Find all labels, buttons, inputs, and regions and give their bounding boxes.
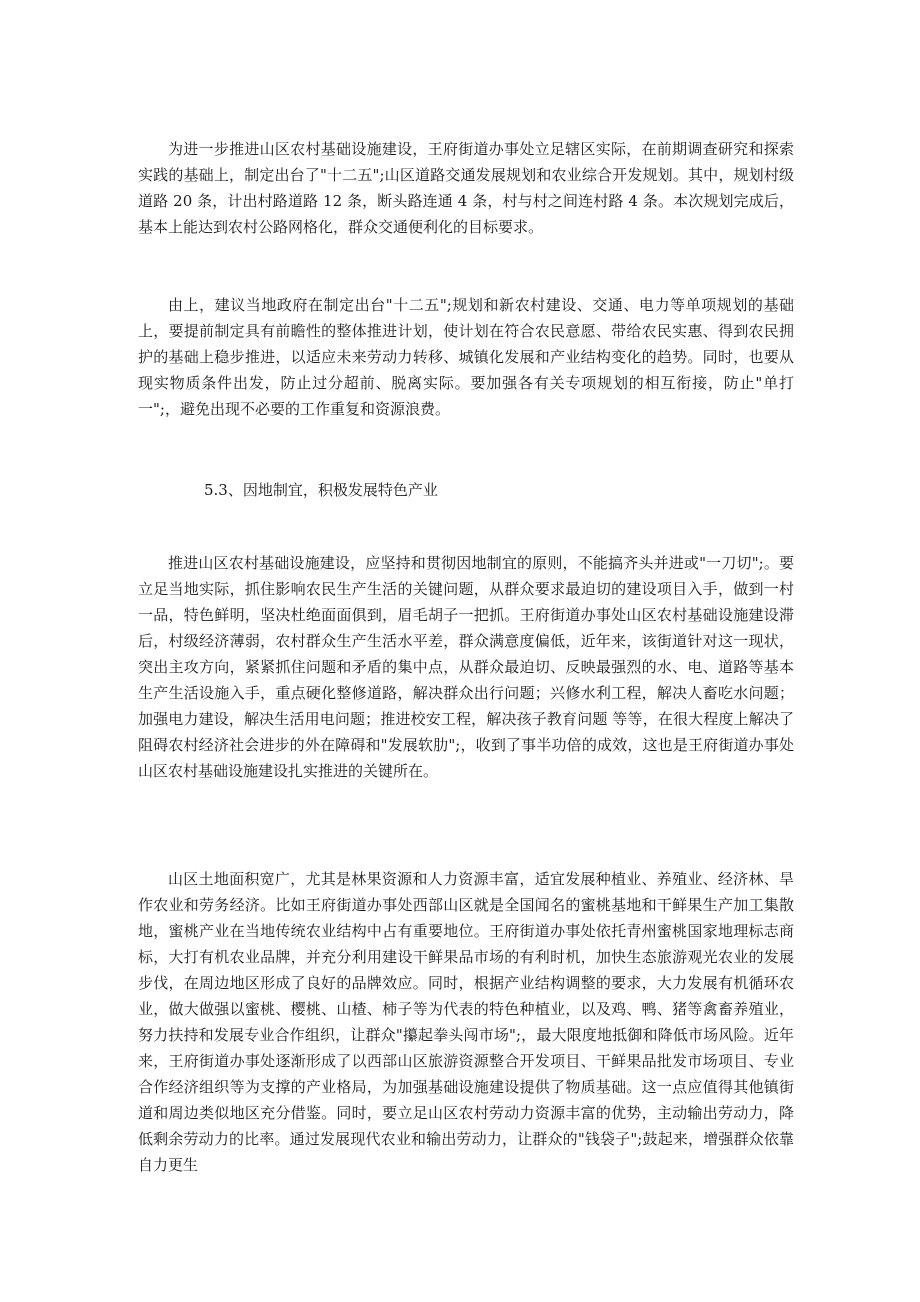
paragraph-planning: 为进一步推进山区农村基础设施建设，王府街道办事处立足辖区实际，在前期调查研究和探索实践的基础上，制定出台了"十二五";山区道路交通发展规划和农业综合开发规划。其中，规划村级道路 20 条，计出村路道路 12 条，断头路连通 4 条，村与村之间连村路 4 条。本次规划完成后，基本上能达到农村公路网格化，群众交通便利化的目标要求。 (138, 140, 794, 236)
paragraph-mountain-resources: 山区土地面积宽广，尤其是林果资源和人力资源丰富，适宜发展种植业、养殖业、经济林、旱作农业和劳务经济。比如王府街道办事处西部山区就是全国闻名的蜜桃基地和干鲜果生产加工集散地，蜜桃产业在当地传统农业结构中占有重要地位。王府街道办事处依托青州蜜桃国家地理标志商标，大打有机农业品牌，并充分利用建设干鲜果品市场的有利时机，加快生态旅游观光农业的发展步伐，在周边地区形成了良好的品牌效应。同时，根据产业结构调整的要求，大力发展有机循环农业，做大做强以蜜桃、樱桃、山楂、柿子等为代表的特色种植业，以及鸡、鸭、猪等禽畜养殖业，努力扶持和发展专业合作组织，让群众"攥起拳头闯市场";，最大限度地抵御和降低市场风险。近年来，王府街道办事处逐渐形成了以西部山区旅游资源整合开发项目、干鲜果品批发市场项目、专业合作经济组织等为支撑的产业格局，为加强基础设施建设提供了物质基础。这一点应值得其他镇街道和周边类似地区充分借鉴。同时，要立足山区农村劳动力资源丰富的优势，主动输出劳动力，降低剩余劳动力的比率。通过发展现代农业和输出劳动力，让群众的"钱袋子";鼓起来，增强群众依靠自力更生 (138, 870, 794, 1174)
section-heading: 5.3、因地制宜，积极发展特色产业 (204, 481, 438, 499)
paragraph-local-conditions: 推进山区农村基础设施建设，应坚持和贯彻因地制宜的原则，不能搞齐头并进或"一刀切";。要立足当地实际，抓住影响农民生产生活的关键问题，从群众要求最迫切的建设项目入手，做到一村一品，特色鲜明，坚决杜绝面面俱到，眉毛胡子一把抓。王府街道办事处山区农村基础设施建设滞后，村级经济薄弱，农村群众生产生活水平差，群众满意度偏低，近年来，该街道针对这一现状，突出主攻方向，紧紧抓住问题和矛盾的集中点，从群众最迫切、反映最强烈的水、电、道路等基本生产生活设施入手，重点硬化整修道路，解决群众出行问题；兴修水利工程，解决人畜吃水问题；加强电力建设，解决生活用电问题；推进校安工程，解决孩子教育问题 等等，在很大程度上解决了阻碍农村经济社会进步的外在障碍和"发展软肋";，收到了事半功倍的成效，这也是王府街道办事处山区农村基础设施建设扎实推进的关键所在。 (138, 554, 794, 780)
paragraph-recommendation: 由上，建议当地政府在制定出台"十二五";规划和新农村建设、交通、电力等单项规划的基础上，要提前制定具有前瞻性的整体推进计划，使计划在符合农民意愿、带给农民实惠、得到农民拥护的基础上稳步推进，以适应未来劳动力转移、城镇化发展和产业结构变化的趋势。同时，也要从现实物质条件出发，防止过分超前、脱离实际。要加强各有关专项规划的相互衔接，防止"单打一";，避免出现不必要的工作重复和资源浪费。 (138, 296, 794, 418)
